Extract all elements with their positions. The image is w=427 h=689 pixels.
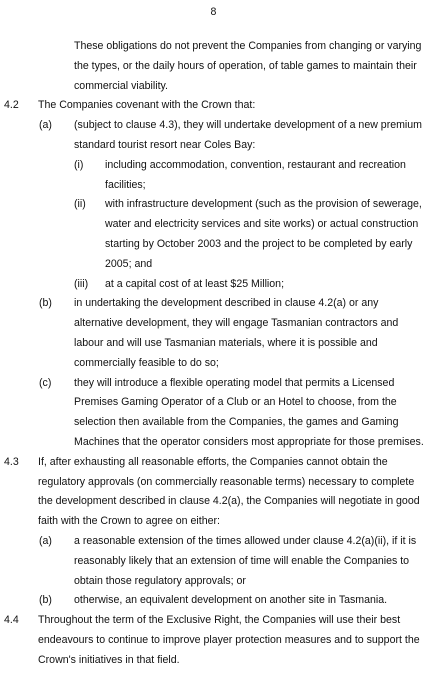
clause-number: 4.4 [4, 614, 19, 627]
clause-4-2-a-iii [0, 275, 427, 295]
page-number: 8 [210, 6, 217, 18]
subitem-text: at a capital cost of at least $25 Million; [105, 277, 285, 290]
clause-text: If, after exhausting all reasonable efforts, the Companies cannot obtain the regulatory approvals (on commercially reasonable terms) necessary to complete the development described in clause 4.2(a), the Companies will negotiate in good faith with the Crown to agree on either: [38, 455, 420, 528]
clause-4-2-a-ii [0, 195, 427, 274]
subitem-text: including accommodation, convention, restaurant and recreation facilities; [105, 158, 406, 191]
clause-number: 4.2 [4, 99, 19, 112]
intro-paragraph [0, 37, 427, 96]
item-number: (a) [39, 119, 52, 132]
clause-4-2-a-i [0, 156, 427, 196]
clause-4-2 [0, 96, 427, 116]
clause-4-3-b [0, 591, 427, 611]
clause-number: 4.3 [4, 455, 19, 468]
subitem-number: (i) [74, 158, 84, 171]
item-number: (b) [39, 594, 52, 607]
clause-4-2-b [0, 294, 427, 373]
item-number: (b) [39, 297, 52, 310]
item-text: otherwise, an equivalent development on another site in Tasmania. [74, 594, 388, 607]
item-text: a reasonable extension of the times allowed under clause 4.2(a)(ii), if it is reasonably likely that an extension of time will enable the Companies to obtain those regulatory approvals; or [74, 534, 417, 587]
intro-text: These obligations do not prevent the Companies from changing or varying the types, or the daily hours of operation, of table games to maintain their commercial viability. [74, 40, 422, 92]
clause-4-4 [0, 611, 427, 670]
item-text: they will introduce a flexible operating model that permits a Licensed Premises Gaming Operator of a Club or an Hotel to choose, from the selection then available from the Companies, the games and Gaming Machines that the operator considers most appropriate for those premises. [74, 376, 424, 448]
subitem-number: (iii) [74, 277, 89, 290]
document-body [0, 37, 427, 671]
item-number: (c) [39, 376, 52, 389]
subitem-text: with infrastructure development (such as the provision of sewerage, water and electricity services and site works) or actual construction starting by October 2003 and the project to be completed by early 2005; and [105, 198, 422, 270]
subitem-number: (ii) [74, 198, 86, 211]
item-number: (a) [39, 534, 52, 547]
clause-text: Throughout the term of the Exclusive Right, the Companies will use their best endeavours to continue to improve player protection measures and to support the Crown's initiatives in that field. [38, 614, 420, 666]
clause-4-3-a [0, 532, 427, 591]
clause-4-3 [0, 453, 427, 532]
clause-text: The Companies covenant with the Crown that: [38, 99, 256, 112]
item-text: in undertaking the development described in clause 4.2(a) or any alternative development, they will engage Tasmanian contractors and labour and will use Tasmanian materials, where it is possible and commercially feasible to do so; [74, 297, 399, 369]
item-text: (subject to clause 4.3), they will undertake development of a new premium standard tourist resort near Coles Bay: [74, 119, 423, 151]
clause-4-2-c [0, 374, 427, 453]
clause-4-2-a [0, 116, 427, 156]
